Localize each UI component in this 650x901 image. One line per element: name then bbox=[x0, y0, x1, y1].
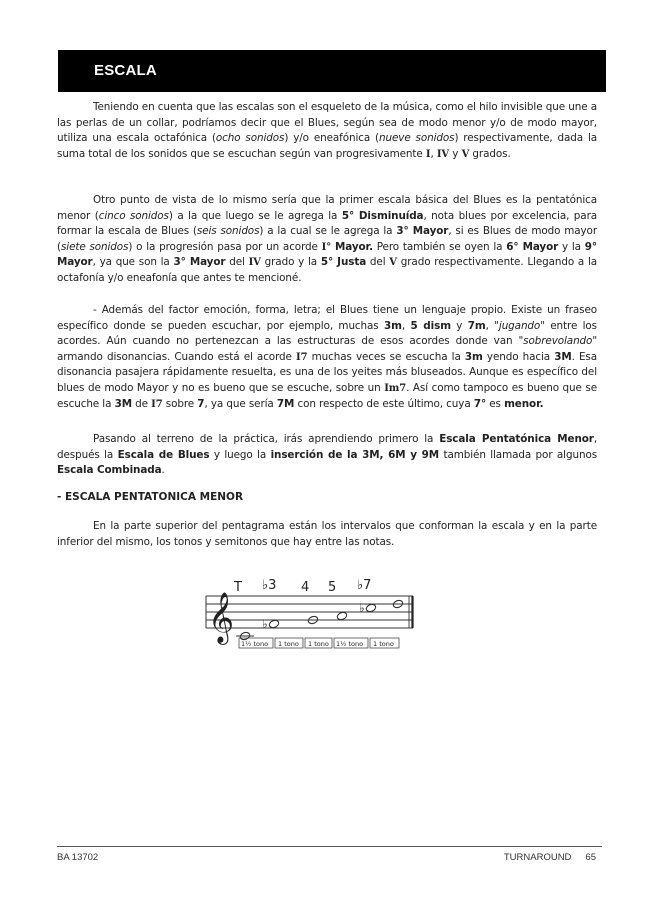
paragraph-4 bbox=[57, 432, 597, 494]
text-run: , bbox=[430, 147, 437, 160]
text-run: y bbox=[450, 319, 468, 332]
text-run: . Esa disonancia pasajera rápidamente resuelta, es una de los yeites más bluseados. Aunque es específico del blues de modo Mayor y no es bueno que se escuche, sobre un bbox=[57, 350, 598, 394]
text-run: Pasando al terreno de la práctica, irás aprendiendo primero la bbox=[93, 433, 440, 445]
paragraph-2 bbox=[57, 193, 597, 302]
italic-term: ocho sonidos bbox=[215, 132, 285, 145]
roman-numeral: Im7 bbox=[384, 382, 407, 394]
text-run: " entre los acordes. Aún cuando no pertenezcan a las estructuras de esos acordes donde van " bbox=[57, 319, 597, 348]
text-run: de bbox=[131, 397, 152, 410]
notes bbox=[239, 599, 403, 641]
bold-term: Escala Pentatónica Menor bbox=[439, 433, 594, 445]
step-label: 1 tono bbox=[278, 640, 299, 648]
text-run: grado respectivamente. Llegando a la octafonía y/o eneafonía que antes te mencioné. bbox=[57, 256, 598, 284]
bold-term: Mayor. bbox=[334, 240, 373, 253]
footer-right bbox=[504, 852, 596, 863]
bold-term: 3m bbox=[384, 319, 402, 332]
text-run: también llamada por algunos bbox=[439, 448, 598, 461]
section-paragraph bbox=[57, 519, 597, 565]
interval-label: ♭3 bbox=[262, 578, 277, 593]
interval-labels bbox=[233, 578, 371, 595]
note-b-flat bbox=[365, 603, 376, 613]
text-run: y bbox=[449, 147, 462, 160]
italic-term: jugando bbox=[498, 319, 541, 332]
step-boxes bbox=[239, 638, 399, 648]
note-c bbox=[239, 631, 250, 641]
roman-numeral: IV bbox=[436, 148, 450, 160]
text-run: , ya que son la bbox=[92, 256, 174, 269]
bold-term: 9° Mayor bbox=[57, 240, 597, 269]
paragraph-text bbox=[57, 100, 597, 162]
text-run: , después la bbox=[57, 433, 598, 461]
section-paragraph-text: En la parte superior del pentagrama están los intervalos que conforman la escala y en la parte inferior del mismo, los tonos y semitonos que hay entre las notas. bbox=[57, 520, 597, 548]
text-run: y la bbox=[558, 240, 585, 253]
text-run: con respecto de este último, cuya bbox=[294, 397, 474, 410]
interval-label: 5 bbox=[328, 580, 337, 595]
roman-numeral: I7 bbox=[296, 351, 308, 363]
bold-term: 5° Justa bbox=[320, 256, 367, 269]
note-c-high bbox=[392, 599, 403, 609]
step-label: 1 tono bbox=[373, 640, 394, 648]
text-run: , si es Blues de modo mayor ( bbox=[57, 225, 597, 253]
text-run: ) y/o eneafónica ( bbox=[284, 132, 379, 145]
text-run: " armando disonancias. Cuando está el acorde bbox=[57, 335, 597, 363]
bold-term: 5 dism bbox=[410, 319, 451, 332]
step-label: 1½ tono bbox=[241, 640, 269, 648]
paragraph-3 bbox=[57, 303, 597, 427]
footer-book-title: TURNAROUND bbox=[503, 852, 572, 863]
bold-term: 3M bbox=[554, 350, 572, 363]
text-run: yendo hacia bbox=[482, 350, 555, 363]
bold-term: 7M bbox=[276, 397, 295, 410]
flat-icon: ♭ bbox=[262, 617, 268, 631]
bold-term: inserción de la 3M, 6M y 9M bbox=[270, 448, 440, 461]
bold-term: 7° bbox=[473, 397, 487, 410]
paragraph-text bbox=[57, 193, 597, 287]
bold-term: 5° Disminuída bbox=[341, 209, 424, 222]
italic-term: siete sonidos bbox=[60, 240, 129, 253]
footer-rule bbox=[57, 846, 602, 847]
step-label: 1½ tono bbox=[336, 640, 364, 648]
interval-label: ♭7 bbox=[357, 578, 372, 593]
text-run: ) a la cual se le agrega la bbox=[259, 225, 397, 238]
bold-term: 3° Mayor bbox=[396, 225, 449, 238]
paragraph-1 bbox=[57, 100, 597, 177]
bold-term: 6° Mayor bbox=[506, 240, 559, 253]
page-number: 65 bbox=[585, 852, 596, 863]
footer-code: BA 13702 bbox=[57, 852, 99, 863]
text-run: , ya que sería bbox=[204, 397, 277, 410]
text-run: , " bbox=[485, 319, 499, 332]
text-run: Pero también se oyen la bbox=[372, 240, 507, 253]
bold-term: 7 bbox=[197, 397, 205, 410]
italic-term: sobrevolando bbox=[523, 335, 593, 348]
section-heading: - ESCALA PENTATONICA MENOR bbox=[57, 491, 244, 503]
text-run: , nota blues por excelencia, para formar la escala de Blues ( bbox=[57, 209, 598, 238]
bold-term: Escala Combinada bbox=[57, 464, 162, 477]
text-run: sobre bbox=[162, 397, 198, 410]
text-run: . bbox=[161, 464, 165, 477]
roman-numeral: I7 bbox=[151, 398, 163, 410]
note-g bbox=[336, 611, 347, 621]
treble-clef-icon: 𝄞 bbox=[208, 592, 235, 643]
paragraph-text bbox=[57, 303, 597, 412]
paragraph-text bbox=[57, 432, 597, 479]
flat-icon: ♭ bbox=[359, 601, 365, 615]
bold-term: Escala de Blues bbox=[117, 448, 210, 461]
step-labels bbox=[241, 640, 394, 648]
roman-numeral: V bbox=[461, 148, 470, 160]
text-run: ) respectivamente, dada la suma total de los sonidos que se escuchan según van progresivamente bbox=[57, 132, 597, 160]
note-e-flat bbox=[268, 619, 279, 629]
roman-numeral: IV bbox=[248, 257, 261, 269]
note-f bbox=[307, 615, 318, 625]
section-title: ESCALA bbox=[94, 62, 157, 79]
bold-term: 3m bbox=[464, 350, 483, 363]
step-label: 1 tono bbox=[308, 640, 329, 648]
bold-term: 3M bbox=[114, 397, 132, 410]
roman-numeral: I° bbox=[321, 241, 332, 253]
text-run: grado y la bbox=[260, 256, 321, 269]
italic-term: nueve sonidos bbox=[379, 132, 455, 145]
interval-label: T bbox=[234, 580, 242, 595]
text-run: del bbox=[225, 256, 249, 269]
staff-lines bbox=[206, 596, 413, 628]
section-title-banner bbox=[58, 50, 606, 92]
text-run: , bbox=[401, 319, 411, 332]
roman-numeral: V bbox=[389, 257, 397, 269]
bold-term: menor. bbox=[504, 397, 544, 410]
text-run: y luego la bbox=[209, 448, 271, 461]
roman-numeral: I bbox=[425, 148, 431, 160]
interval-label: 4 bbox=[301, 580, 310, 595]
bold-term: 7m bbox=[467, 319, 486, 332]
text-run: es bbox=[486, 397, 505, 410]
text-run: . Así como tampoco es bueno que se escuche la bbox=[57, 381, 597, 410]
text-run: ) o la progresión pasa por un acorde bbox=[128, 240, 322, 253]
text-run: Teniendo en cuenta que las escalas son el esqueleto de la música, como el hilo invisible que une a las perlas de un collar, podríamos decir que el Blues, según sea de modo menor y/o de modo mayor, utiliza una escala octafónica ( bbox=[57, 101, 597, 145]
text-run: - Además del factor emoción, forma, letra; el Blues tiene un lenguaje propio. Existe un fraseo específico donde se pueden escuchar, por ejemplo, muchas bbox=[57, 304, 597, 332]
text-run: del bbox=[366, 256, 390, 269]
italic-term: cinco sonidos bbox=[98, 209, 169, 222]
text-run: muchas veces se escucha la bbox=[307, 350, 465, 363]
text-run: grados. bbox=[469, 147, 511, 160]
italic-term: seis sonidos bbox=[196, 225, 260, 238]
bold-term: 3° Mayor bbox=[173, 256, 226, 269]
text-run: ) a la que luego se le agrega la bbox=[168, 209, 342, 222]
text-run: Otro punto de vista de lo mismo sería que la primer escala básica del Blues es la pentatónica menor ( bbox=[57, 194, 597, 222]
